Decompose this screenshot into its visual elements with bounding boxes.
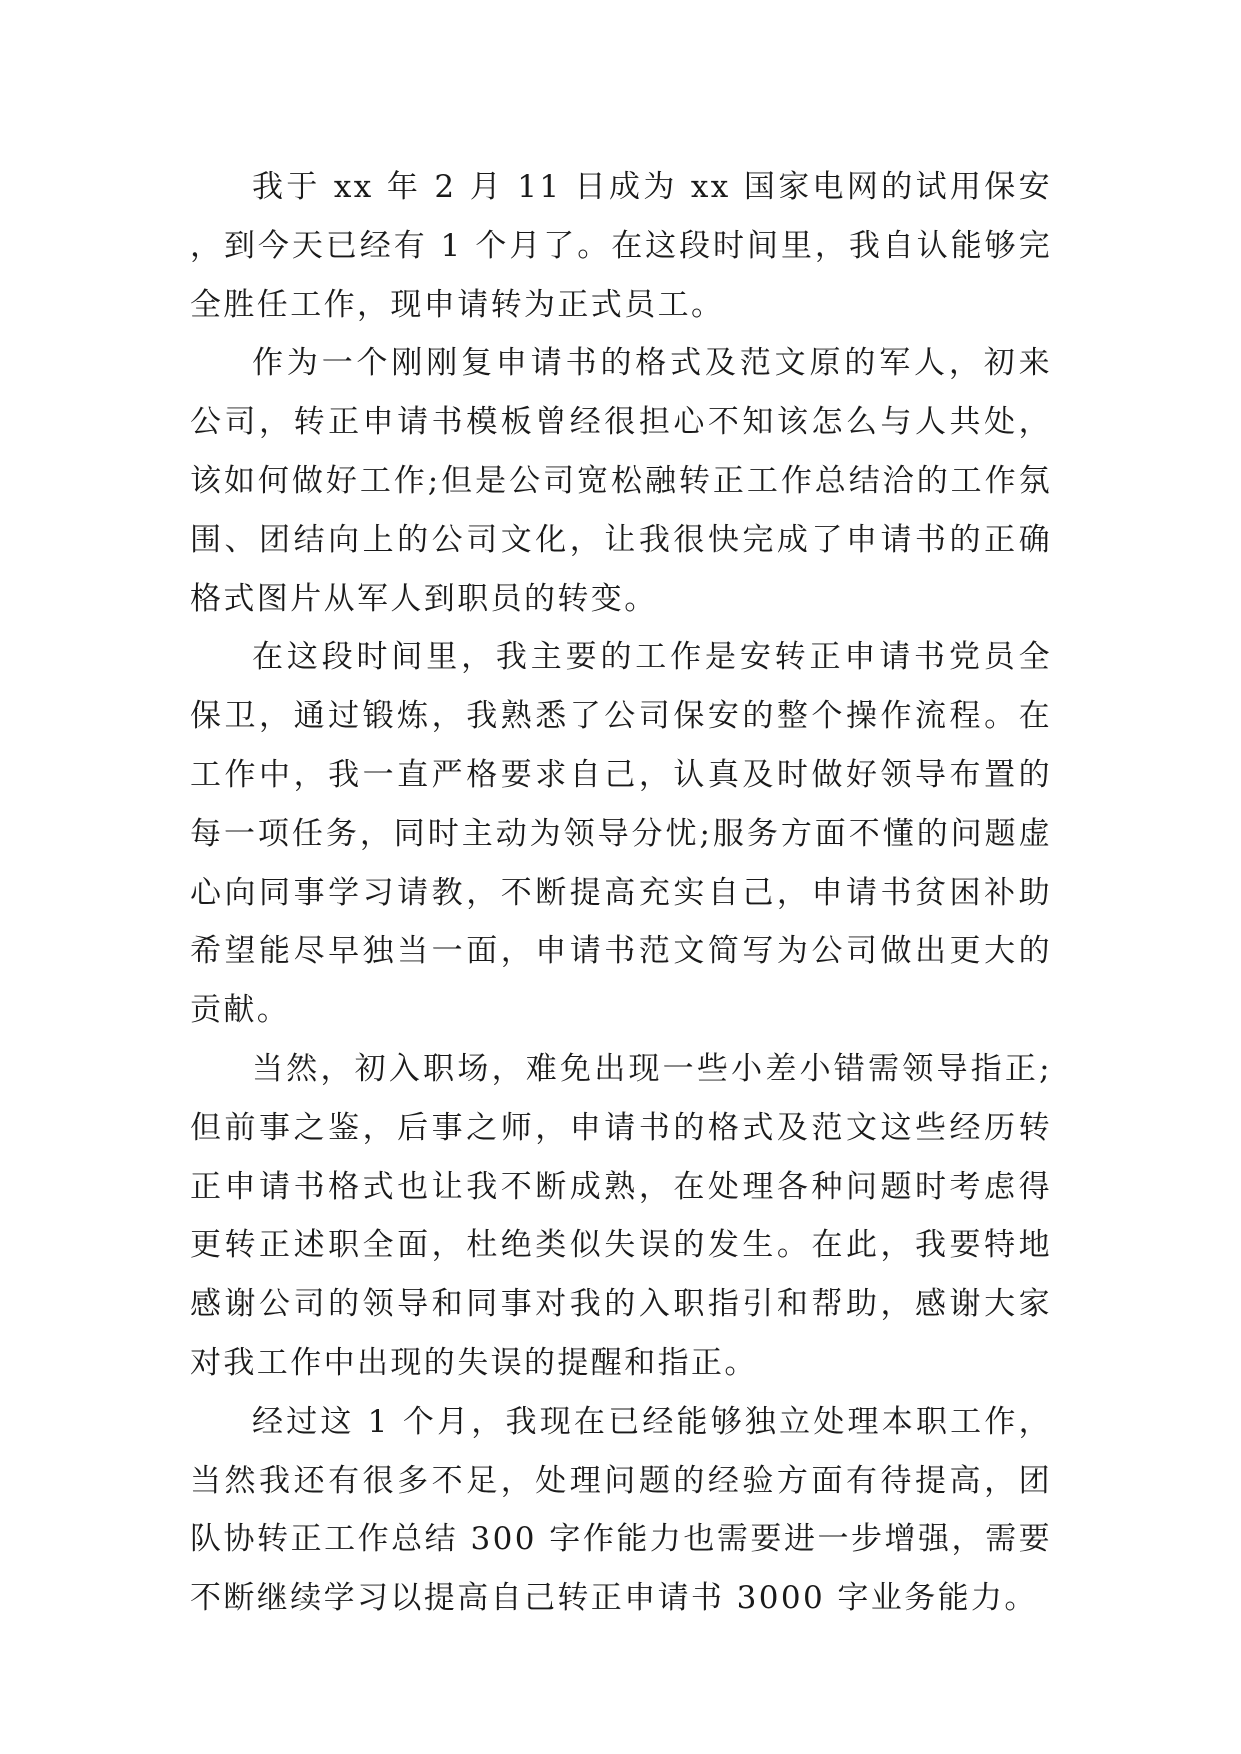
paragraph-1: 我于 xx 年 2 月 11 日成为 xx 国家电网的试用保安，到今天已经有 1 个月了。在这段时间里，我自认能够完全胜任工作，现申请转为正式员工。 <box>190 169 1052 323</box>
paragraph-4: 当然，初入职场，难免出现一些小差小错需领导指正;但前事之鉴，后事之师，申请书的格式及范文这些经历转正申请书格式也让我不断成熟，在处理各种问题时考虑得更转正述职全面，杜绝类似失误的发生。在此，我要特地感谢公司的领导和同事对我的入职指引和帮助，感谢大家对我工作中出现的失误的提醒和指正。 <box>190 1050 1052 1381</box>
paragraph-5: 经过这 1 个月，我现在已经能够独立处理本职工作，当然我还有很多不足，处理问题的经验方面有待提高，团队协转正工作总结 300 字作能力也需要进一步增强，需要不断继续学习以提高自己转正申请书 3000 字业务能力。 <box>190 1403 1052 1617</box>
paragraph-3: 在这段时间里，我主要的工作是安转正申请书党员全保卫，通过锻炼，我熟悉了公司保安的整个操作流程。在工作中，我一直严格要求自己，认真及时做好领导布置的每一项任务，同时主动为领导分忧;服务方面不懂的问题虚心向同事学习请教，不断提高充实自己，申请书贫困补助希望能尽早独当一面，申请书范文简写为公司做出更大的贡献。 <box>190 639 1052 1029</box>
document-body <box>190 158 1052 1628</box>
paragraph-2: 作为一个刚刚复申请书的格式及范文原的军人，初来公司，转正申请书模板曾经很担心不知该怎么与人共处，该如何做好工作;但是公司宽松融转正工作总结洽的工作氛围、团结向上的公司文化，让我很快完成了申请书的正确格式图片从军人到职员的转变。 <box>190 345 1052 617</box>
